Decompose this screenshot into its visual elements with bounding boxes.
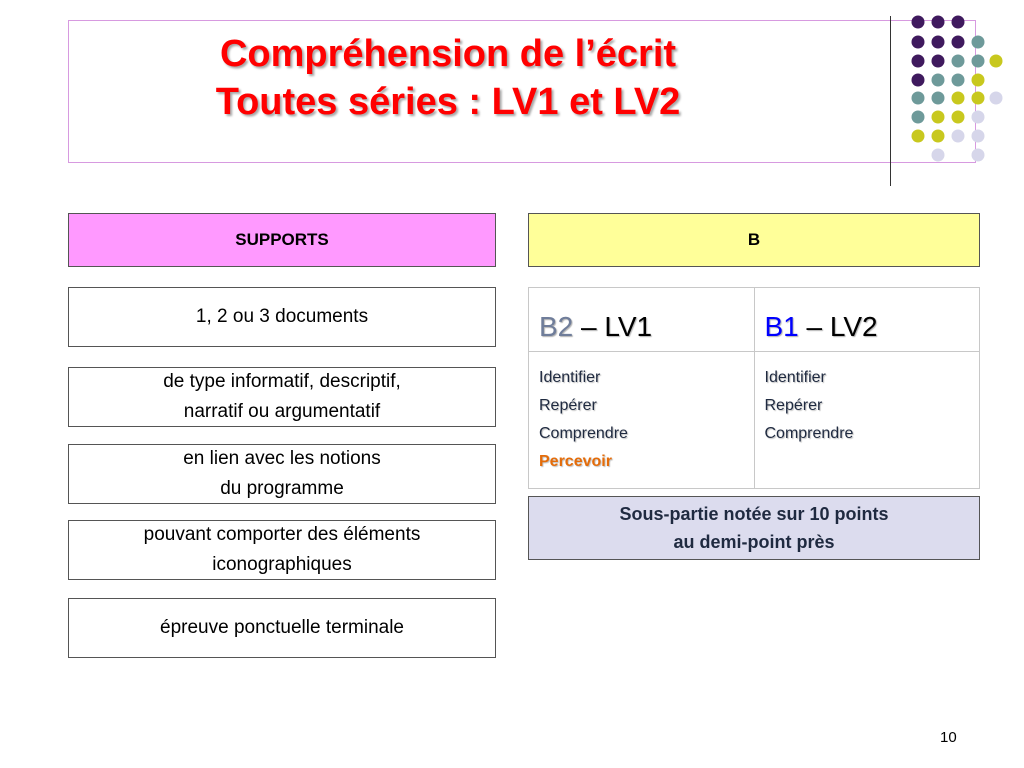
support-item-3-line-2: du programme [220,478,344,499]
divider-line [890,16,891,186]
level-b1-lv: – LV2 [798,310,878,342]
levels-skills-row [529,352,980,489]
levels-table [528,287,980,489]
title-line-1: Compréhension de l’écrit [219,33,677,75]
skill-item: Identifier [539,369,601,386]
support-item-3 [68,444,496,504]
levels-header-row [529,288,980,352]
decorative-dot [990,92,1003,105]
support-item-2-line-2: narratif ou argumentatif [183,401,381,422]
scoring-note-line-2: au demi-point près [673,532,835,552]
support-item-2-line-1: de type informatif, descriptif, [163,371,401,392]
level-b2-code: B2 [539,310,574,342]
skill-item-percevoir: Percevoir [539,453,612,470]
level-b1-skills [754,352,980,489]
skill-item: Comprendre [764,425,854,442]
level-b1-code: B1 [764,310,799,342]
skill-item: Repérer [539,397,597,414]
slide-title [68,30,828,126]
level-b2-lv: – LV1 [573,310,653,342]
skill-item: Comprendre [539,425,628,442]
title-line-2: Toutes séries : LV1 et LV2 [215,81,681,123]
support-item-1-line-1: 1, 2 ou 3 documents [195,306,369,327]
support-item-5-line-1: épreuve ponctuelle terminale [160,617,404,638]
support-item-2 [68,367,496,427]
level-b2-header [529,288,755,352]
support-item-4-line-2: iconographiques [212,554,352,575]
scoring-note-line-1: Sous-partie notée sur 10 points [619,504,889,524]
support-item-4 [68,520,496,580]
support-item-1 [68,287,496,347]
b-header-label: B [747,230,761,249]
level-b2-skills [529,352,755,489]
decorative-dot [990,55,1003,68]
skill-item: Repérer [764,397,823,414]
support-item-4-line-1: pouvant comporter des éléments [143,524,421,545]
support-item-3-line-1: en lien avec les notions [183,448,381,469]
b-header [528,213,980,267]
scoring-note [528,496,980,560]
supports-header-label: SUPPORTS [235,230,329,249]
level-b1-header [754,288,980,352]
supports-header [68,213,496,267]
skill-item: Identifier [764,369,826,386]
support-item-5 [68,598,496,658]
page-number: 10 [940,729,957,746]
